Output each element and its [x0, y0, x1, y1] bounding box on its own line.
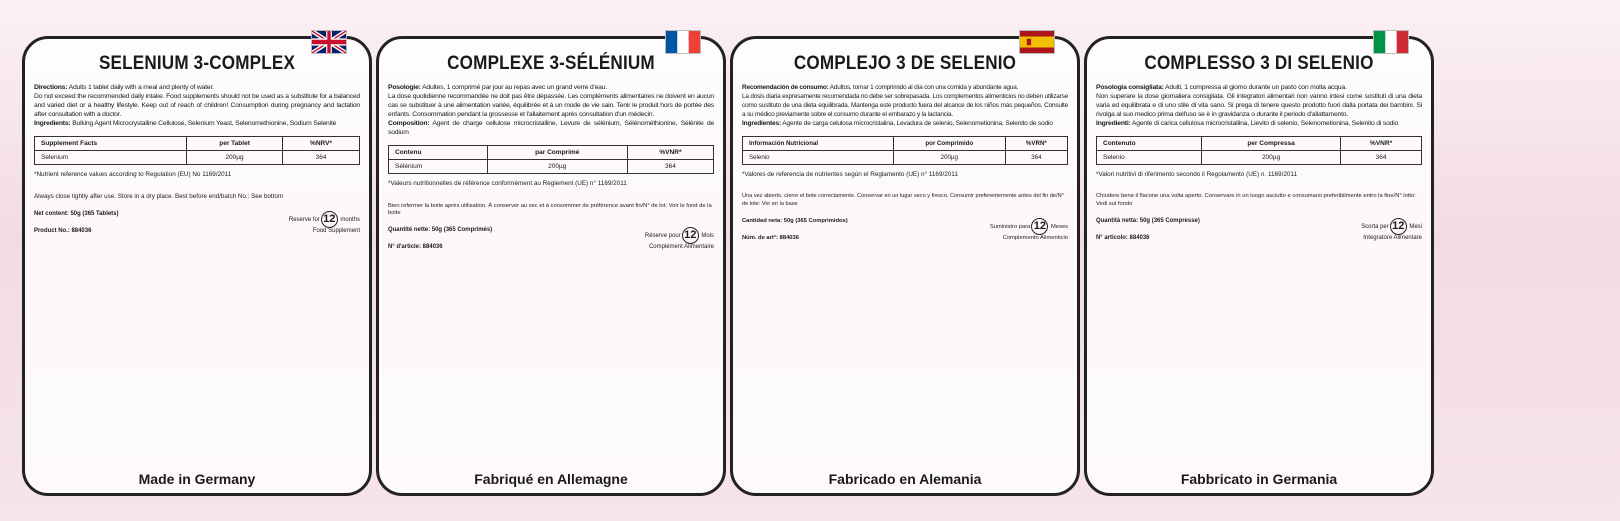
ingredients [1096, 119, 1422, 128]
made-in: Fabriqué en Allemagne [474, 471, 628, 487]
net-content: Quantità netta: 50g (365 Compresse) [1096, 217, 1200, 224]
nrv-note: *Valori nutritivi di riferimento secondo il Regolamento (UE) n. 1169/2011 [1096, 171, 1297, 179]
table-header: Supplement Facts [35, 137, 187, 151]
product-number: N° articolo: 884036 [1096, 234, 1150, 241]
net-content-block [34, 211, 360, 247]
product-category: Complément Alimentaire [648, 244, 714, 251]
reserve-info [645, 227, 714, 244]
table-cell: 364 [627, 160, 713, 174]
reserve-unit: Mois [699, 233, 714, 240]
net-content: Cantidad neta: 50g (365 Comprimidos) [742, 217, 848, 224]
reserve-count-badge: 12 [321, 211, 338, 228]
net-content-block [1096, 218, 1422, 254]
storage-note: Always close tightly after use. Store in a dry place. Best before end/batch No.: See bottom [34, 193, 284, 201]
label-title: SELENIUM 3-COMPLEX [98, 53, 296, 74]
table-cell: 200µg [187, 151, 283, 165]
label-french [376, 36, 726, 496]
warning-text: La dosis diaria expresamente recomendada no debe ser sobrepasada. Los complementos alimenticios no deben utilizarse como sustituto de una dieta equilibrada. Mantenga este producto fuera del alcance de los niños más pequeños. Consulte a su médico previamente sobre el consumo durante el embarazo y la lactancia. [742, 93, 1068, 119]
table-cell: Sélénium [389, 160, 488, 174]
spain-flag-icon [1019, 30, 1055, 54]
product-category: Integratore Alimentare [1363, 234, 1422, 241]
storage-note: Una vez abierto, cierre el bote correctamente. Conservar en un lugar seco y fresco. Consumir preferentemente antes del fin de/N° de lote: Ver en la base [742, 193, 1064, 207]
nrv-note: *Nutrient reference values according to Regulation (EU) No 1169/2011 [34, 171, 232, 179]
directions-label: Recomendación de consumo: [742, 84, 829, 91]
product-number: Núm. de art°: 884036 [742, 234, 799, 241]
warning-text: Do not exceed the recommended daily intake. Food supplements should not be used as a substitute for a balanced and varied diet or a healthy lifestyle. Keep out of reach of children! Consumption during pregnancy and lactation after consultation with a doctor. [34, 93, 360, 119]
nrv-note: *Valores de referencia de nutrientes según el Reglamento (UE) n° 1169/2011 [742, 171, 958, 179]
directions [1096, 83, 1422, 92]
storage-note: Bien refermer la boite après utilisation. À conserver au sec et à consommer de préférence avant fin/N° de lot: Voir le fond de la boite [388, 202, 712, 216]
reserve-label: Suministro para [989, 223, 1031, 230]
ingredients-label: Ingredients: [34, 120, 71, 128]
label-english [22, 36, 372, 496]
italy-flag-icon [1373, 30, 1409, 54]
directions [34, 83, 360, 92]
table-cell: 364 [283, 151, 360, 165]
table-header: %NRV* [283, 137, 360, 151]
reserve-info [289, 211, 360, 228]
label-italian [1084, 36, 1434, 496]
table-header: per Tablet [187, 137, 283, 151]
nrv-note: *Valeurs nutritionnelles de référence conformément au Règlement (UE) n° 1169/2011 [388, 180, 627, 188]
net-content: Quantité nette: 50g (365 Comprimés) [388, 227, 493, 234]
table-cell: 200µg [893, 151, 1005, 165]
table-cell: 364 [1005, 151, 1067, 165]
made-in: Fabricado en Alemania [828, 471, 982, 487]
table-cell: 200µg [487, 160, 627, 174]
product-number: Product No.: 884036 [34, 228, 92, 235]
ingredients [742, 119, 1068, 128]
table-cell: 200µg [1201, 151, 1340, 165]
directions-text: Adulti, 1 compressa al giorno durante un pasto con molta acqua. [1163, 84, 1347, 91]
supplement-facts-table [34, 136, 360, 165]
supplement-facts-table [742, 136, 1068, 165]
table-header: Información Nutricional [743, 137, 894, 151]
reserve-unit: Meses [1049, 223, 1068, 230]
uk-flag-icon [311, 30, 347, 54]
net-content-block [742, 218, 1068, 254]
table-header: par Comprimé [487, 146, 627, 160]
ingredients-label: Ingredienti: [1096, 120, 1131, 128]
ingredients-text: Agente di carica cellulosa microcristallina, Lievito di selenio, Selenometionina, Selenito di sodio [1130, 120, 1399, 128]
product-number: N° d'article: 884036 [388, 244, 443, 251]
ingredients-text: Agente de carga celulosa microcristalina, Levadura de selenio, Selenometionina, Selenito de sodio [781, 120, 1053, 128]
ingredients [388, 119, 714, 137]
reserve-unit: months [338, 217, 360, 224]
france-flag-icon [665, 30, 701, 54]
ingredients-text: Agent de charge cellulose microcristalline, Levure de sélénium, Sélénométhionine, Sélénite de sodium [388, 120, 714, 137]
net-content-block [388, 227, 714, 263]
reserve-info [1361, 218, 1422, 235]
reserve-count-badge: 12 [1390, 218, 1407, 235]
directions [388, 83, 714, 92]
directions-text: Adultos, tomar 1 comprimido al día con una comida y abundante agua. [828, 84, 1019, 91]
label-spanish [730, 36, 1080, 496]
reserve-label: Reserve for [288, 217, 320, 224]
table-header: Contenuto [1097, 137, 1202, 151]
made-in: Made in Germany [138, 471, 256, 487]
reserve-label: Réserve pour [644, 233, 681, 240]
table-header: %VNR* [627, 146, 713, 160]
net-content: Net content: 50g (365 Tablets) [34, 211, 119, 218]
reserve-label: Scorta per [1361, 224, 1389, 231]
reserve-unit: Mesi [1407, 224, 1422, 231]
reserve-count-badge: 12 [682, 227, 699, 244]
made-in: Fabbricato in Germania [1180, 471, 1338, 487]
product-category: Food Supplement [312, 228, 360, 235]
label-title: COMPLESSO 3 DI SELENIO [1144, 53, 1374, 74]
product-category: Complemento Alimenticio [1002, 234, 1068, 241]
table-cell: Selenio [1097, 151, 1202, 165]
table-cell: 364 [1341, 151, 1422, 165]
directions-label: Posologia consigliata: [1096, 84, 1164, 91]
storage-note: Chiudere bene il flacone una volta aperto. Conservare in un luogo asciutto e consumarsi preferibilmente entro la fine/N° lotto: Vedi sul fondo [1096, 193, 1416, 207]
directions-text: Adultes, 1 comprimé par jour au repas avec un grand verre d'eau. [420, 84, 608, 91]
table-cell: Selenio [743, 151, 894, 165]
directions-label: Directions: [34, 84, 68, 91]
ingredients-label: Composition: [388, 120, 430, 128]
table-cell: Selenium [35, 151, 187, 165]
supplement-facts-table [1096, 136, 1422, 165]
warning-text: Non superare la dose giornaliera consigliata. Gli integratori alimentari non vanno intesi come sostituti di una dieta varia ed equilibrata e di uno stile di vita sano. Si prega di tenere questo prodotto fuori dalla portata dei bambini. Si rivolga al suo medico prima dell'uso se è in gravidanza o durante il periodo d'allattamento. [1096, 93, 1422, 119]
ingredients [34, 119, 360, 128]
label-title: COMPLEXE 3-SÉLÉNIUM [447, 53, 655, 74]
supplement-facts-table [388, 145, 714, 174]
label-title: COMPLEJO 3 DE SELENIO [793, 53, 1017, 74]
warning-text: La dose quotidienne recommandée ne doit pas être dépassée. Les compléments alimentaires ne doivent en aucun cas se substituer à une alimentation variée, équilibrée et à un mode de vie sain. Tenir le produit hors de portée des enfants. Consommation pendant la grossesse et l'allaitement après consultation d'un médecin. [388, 93, 714, 119]
table-header: %VRN* [1005, 137, 1067, 151]
reserve-info [990, 218, 1068, 235]
directions-label: Posologie: [388, 84, 421, 91]
table-header: por Comprimido [893, 137, 1005, 151]
ingredients-label: Ingredientes: [742, 120, 781, 128]
table-header: per Compressa [1201, 137, 1340, 151]
directions [742, 83, 1068, 92]
directions-text: Adults 1 tablet daily with a meal and plenty of water. [67, 84, 214, 91]
table-header: %VNR* [1341, 137, 1422, 151]
table-header: Contenu [389, 146, 488, 160]
reserve-count-badge: 12 [1031, 218, 1048, 235]
ingredients-text: Bulking Agent Microcrystalline Cellulose, Selenium Yeast, Selenomethionine, Sodium Selenite [70, 120, 337, 128]
